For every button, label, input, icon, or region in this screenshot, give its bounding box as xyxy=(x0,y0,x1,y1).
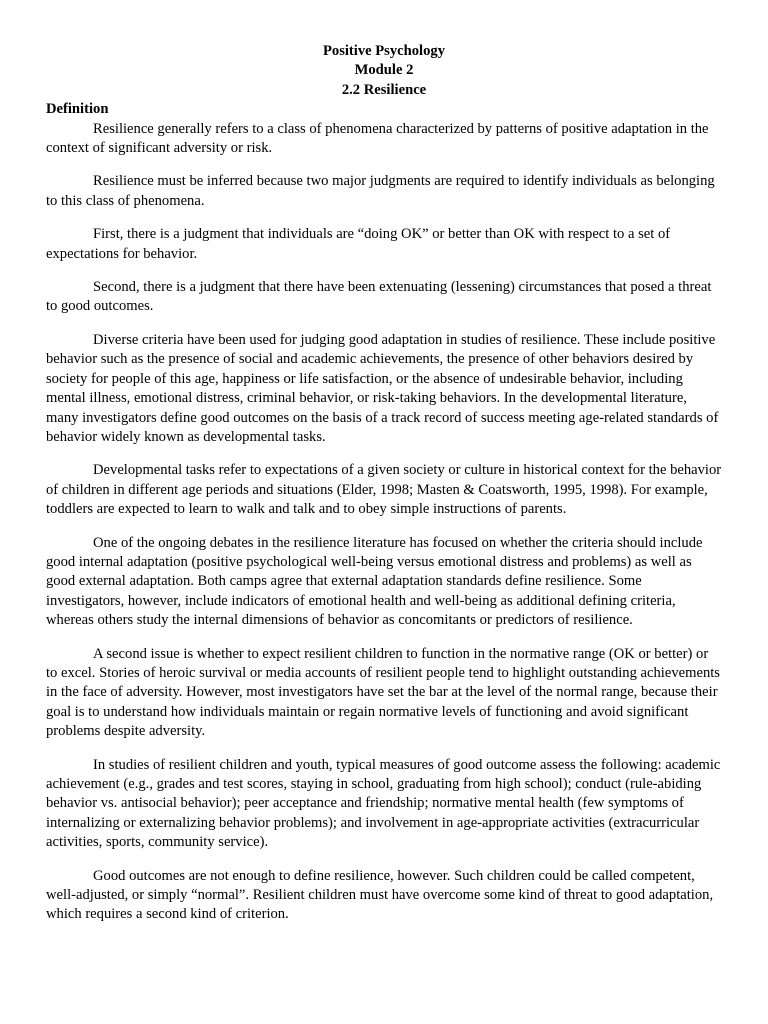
paragraph-6: Developmental tasks refer to expectations of a given society or culture in historical context for the behavior of children in different age periods and situations (Elder, 1998; Masten & Coatsworth, 1995, 1998). For example, toddlers are expected to learn to walk and talk and to obey simple instructions of parents. xyxy=(46,462,722,518)
paragraph-4: Second, there is a judgment that there have been extenuating (lessening) circumstances that posed a threat to good outcomes. xyxy=(46,279,712,315)
module-title: Module 2 xyxy=(354,62,414,79)
paragraph-1: Resilience generally refers to a class of phenomena characterized by patterns of positive adaptation in the context of significant adversity or risk. xyxy=(46,120,709,157)
paragraph-8: A second issue is whether to expect resilient children to function in the normative range (OK or better) or to excel. Stories of heroic survival or media accounts of resilient people tend to highlight outstanding achievements in the face of adversity. However, most investigators have set the bar at the level of the normal range, because their goal is to understand how individuals maintain or regain normative levels of functioning and avoid significant problems despite adversity. xyxy=(46,645,720,740)
course-title: Positive Psychology xyxy=(322,43,445,59)
paragraph-2: Resilience must be inferred because two major judgments are required to identify individuals as belonging to this class of phenomena. xyxy=(46,173,715,209)
definition-heading: Definition xyxy=(46,101,109,118)
section-number-title: 2.2 Resilience xyxy=(341,81,427,98)
paragraph-3: First, there is a judgment that individuals are “doing OK” or better than OK with respect to a set of expectations for behavior. xyxy=(46,226,671,262)
paragraph-10: Good outcomes are not enough to define resilience, however. Such children could be called competent, well-adjusted, or simply “normal”. Resilient children must have overcome some kind of threat to good adaptation, which requires a second kind of criterion. xyxy=(46,867,714,923)
paragraph-5: Diverse criteria have been used for judging good adaptation in studies of resilience. These include positive behavior such as the presence of social and academic achievements, the presence of other behaviors desired by society for people of this age, happiness or life satisfaction, or the absence of undesirable behavior, including mental illness, emotional distress, criminal behavior, or risk-taking behaviors. In the developmental literature, many investigators define good outcomes on the basis of a track record of success meeting age-related standards of behavior widely known as developmental tasks. xyxy=(46,331,719,445)
document-title-block xyxy=(46,42,722,100)
paragraph-7: One of the ongoing debates in the resilience literature has focused on whether the criteria should include good internal adaptation (positive psychological well-being versus emotional distress and problems) as well as good external adaptation. Both camps agree that external adaptation standards define resilience. Some investigators, however, include indicators of emotional health and well-being as additional defining criteria, whereas others study the internal dimensions of behavior as concomitants or predictors of resilience. xyxy=(46,534,703,629)
paragraph-9: In studies of resilient children and youth, typical measures of good outcome assess the following: academic achievement (e.g., grades and test scores, staying in school, graduating from high school); conduct (rule-abiding behavior vs. antisocial behavior); peer acceptance and friendship; normative mental health (few symptoms of internalizing or externalizing behavior problems); and involvement in age-appropriate activities (extracurricular activities, sports, community service). xyxy=(46,756,721,851)
